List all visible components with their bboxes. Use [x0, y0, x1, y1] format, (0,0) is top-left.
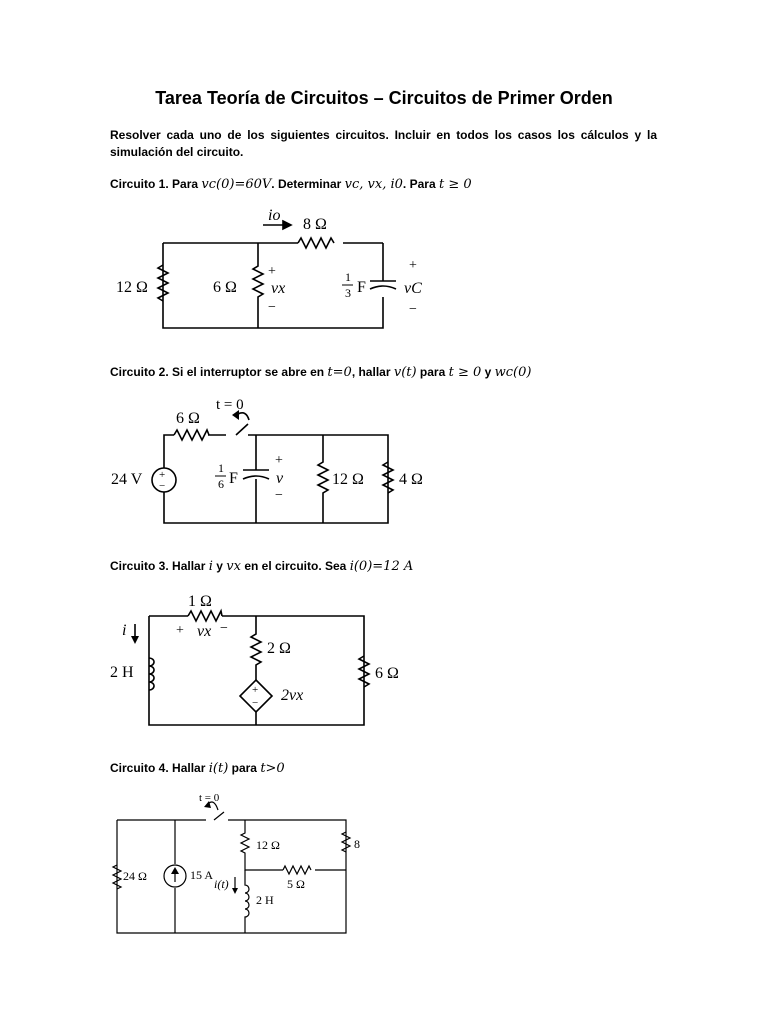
- problem-4-text: Hallar: [172, 761, 206, 775]
- problem-1-text-3: . Para: [402, 177, 436, 191]
- problem-3-condition: i(0)=12 A: [349, 559, 414, 574]
- circuit-3-vx-minus: −: [220, 621, 228, 636]
- circuit-3-vx-plus: +: [176, 623, 184, 638]
- problem-2-text: Si el interruptor se abre en: [172, 365, 325, 379]
- circuit-4-r5-label: 5 Ω: [287, 877, 305, 891]
- problem-1-text: Para: [172, 177, 199, 191]
- circuit-1-vx-plus: +: [268, 264, 276, 279]
- circuit-3-r6-label: 6 Ω: [375, 665, 399, 682]
- circuit-1-vx-label: vx: [271, 280, 286, 297]
- circuit-1-vc-label: vC: [404, 280, 422, 297]
- circuit-2-v-plus: +: [275, 453, 283, 468]
- problem-4-function: i(t): [208, 761, 229, 776]
- circuit-4-src-label: 15 A: [190, 868, 214, 882]
- problem-2-text-4: y: [484, 365, 492, 379]
- circuit-3-r1-label: 1 Ω: [188, 593, 212, 610]
- circuit-1-cap-den: 3: [345, 286, 351, 300]
- problem-4-statement: [110, 761, 285, 776]
- circuit-4-r12-label: 12 Ω: [256, 838, 280, 852]
- problem-4-text-2: para: [231, 761, 257, 775]
- problem-2-time-range: t ≥ 0: [448, 365, 482, 380]
- circuit-1-r6-label: 6 Ω: [213, 279, 237, 296]
- problem-1-time-range: t ≥ 0: [438, 177, 472, 192]
- circuit-1-io-label: io: [268, 207, 281, 224]
- problem-1-label: Circuito 1.: [110, 177, 169, 191]
- problem-3-voltage: vx: [226, 559, 241, 574]
- circuit-2-v-label: v: [276, 470, 284, 487]
- circuit-2-src-plus: +: [159, 469, 166, 481]
- circuit-2-src-minus: −: [159, 480, 166, 492]
- problem-2-label: Circuito 2.: [110, 365, 169, 379]
- circuit-3-dep-plus: +: [252, 684, 259, 696]
- problem-1-statement: [110, 177, 472, 192]
- page-title: Tarea Teoría de Circuitos – Circuitos de Primer Orden: [155, 88, 613, 108]
- circuit-3-l-label: 2 H: [110, 664, 134, 681]
- problem-4-time-range: t>0: [260, 761, 285, 776]
- circuit-3-diagram: [108, 588, 408, 730]
- circuit-2-diagram: [108, 392, 438, 528]
- problem-1-text-2: . Determinar: [271, 177, 342, 191]
- instructions: Resolver cada uno de los siguientes circuitos. Incluir en todos los casos los cálculos y la simulación del circuito.: [110, 128, 657, 159]
- circuit-4-it-label: i(t): [214, 877, 229, 891]
- circuit-1-vx-minus: −: [268, 300, 276, 315]
- circuit-1-r8-label: 8 Ω: [303, 216, 327, 233]
- circuit-3-dep-label: 2vx: [281, 687, 304, 704]
- problem-2-function: v(t): [393, 365, 417, 380]
- circuit-1-cap-unit: F: [357, 279, 366, 296]
- circuit-2-cap-unit: F: [229, 470, 238, 487]
- circuit-2-switch-label: t = 0: [216, 397, 244, 413]
- problem-2-text-2: , hallar: [351, 365, 391, 379]
- problem-2-switch-time: t=0: [327, 365, 352, 380]
- circuit-1-cap-num: 1: [345, 270, 351, 284]
- problem-3-text-2: y: [216, 559, 223, 573]
- problem-1-variables: vc, vx, i0: [344, 177, 403, 192]
- circuit-3-vx-label: vx: [197, 623, 212, 640]
- circuit-4-l-label: 2 H: [256, 893, 274, 907]
- circuit-4-r8-label: 8: [354, 837, 360, 851]
- circuit-2-v-minus: −: [275, 488, 283, 503]
- circuit-3-r2-label: 2 Ω: [267, 640, 291, 657]
- circuit-4-switch-label: t = 0: [199, 792, 220, 804]
- circuit-1-vc-plus: +: [409, 258, 417, 273]
- circuit-2-r12-label: 12 Ω: [332, 471, 364, 488]
- problem-2-text-3: para: [419, 365, 446, 379]
- problem-3-text-3: en el circuito. Sea: [244, 559, 347, 573]
- problem-4-label: Circuito 4.: [110, 761, 169, 775]
- circuit-2-src-label: 24 V: [111, 471, 143, 488]
- circuit-2-r6-label: 6 Ω: [176, 410, 200, 427]
- circuit-2-cap-num: 1: [218, 461, 224, 475]
- circuit-1-r12-label: 12 Ω: [116, 279, 148, 296]
- circuit-1-diagram: [108, 203, 438, 335]
- circuit-3-i-label: i: [122, 622, 127, 639]
- circuit-1-vc-minus: −: [409, 302, 417, 317]
- problem-1-condition: vc(0)=60V: [201, 177, 272, 192]
- problem-2-statement: [110, 365, 531, 380]
- problem-3-text: Hallar: [172, 559, 206, 573]
- problem-3-current: i: [208, 559, 213, 574]
- problem-2-energy: wc(0): [494, 365, 532, 380]
- circuit-2-cap-den: 6: [218, 477, 224, 491]
- problem-3-label: Circuito 3.: [110, 559, 169, 573]
- circuit-4-diagram: [108, 790, 368, 936]
- circuit-3-dep-minus: −: [252, 697, 259, 709]
- problem-3-statement: [110, 559, 413, 574]
- circuit-4-r24-label: 24 Ω: [123, 869, 147, 883]
- circuit-2-r4-label: 4 Ω: [399, 471, 423, 488]
